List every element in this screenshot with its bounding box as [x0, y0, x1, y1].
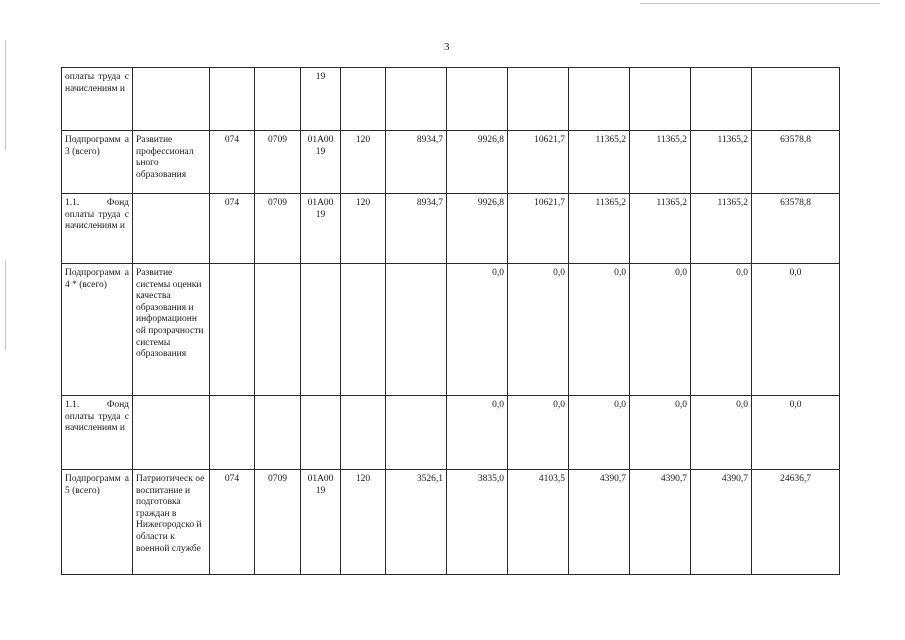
year-value-cell [508, 68, 569, 131]
year-value-cell: 11365,2 [569, 131, 630, 194]
row-name-cell [62, 264, 133, 396]
grbs-code-cell: 074 [210, 194, 255, 264]
year-value-cell: 0,0 [569, 396, 630, 470]
year-value-cell: 11365,2 [630, 131, 691, 194]
target-article-cell [301, 396, 341, 470]
year-value-cell [569, 68, 630, 131]
total-value-cell: 0,0 [752, 396, 840, 470]
row-name-cell-text: Подпрограмм а 3 (всего) [65, 135, 129, 157]
total-value-cell: 24636,7 [752, 470, 840, 575]
row-name-cell-text: оплаты труда с начислениям и [65, 72, 129, 94]
year-value-cell: 11365,2 [691, 194, 752, 264]
budget-table [61, 67, 840, 575]
row-description-cell [133, 68, 210, 131]
expense-type-cell: 120 [341, 470, 386, 575]
expense-type-cell: 120 [341, 194, 386, 264]
grbs-code-cell [210, 68, 255, 131]
year-value-cell [630, 68, 691, 131]
row-name-cell-text: Подпрограмм а 5 (всего) [65, 474, 129, 496]
row-name-cell [62, 131, 133, 194]
expense-type-cell [341, 396, 386, 470]
table-row [62, 396, 840, 470]
target-article-cell: 01А00 19 [301, 470, 341, 575]
target-article-cell: 19 [301, 68, 341, 131]
row-description-cell: Развитие профессионал ьного образования [133, 131, 210, 194]
table-row [62, 68, 840, 131]
total-value-cell: 0,0 [752, 264, 840, 396]
page-number: 3 [444, 41, 450, 53]
year-value-cell: 0,0 [508, 264, 569, 396]
year-value-cell: 10621,7 [508, 131, 569, 194]
expense-type-cell [341, 264, 386, 396]
grbs-code-cell [210, 396, 255, 470]
year-value-cell: 4103,5 [508, 470, 569, 575]
table-row [62, 194, 840, 264]
row-description-cell: Патриотическ ое воспитание и подготовка граждан в Нижегородско й области к военной службе [133, 470, 210, 575]
scan-edge-mark [5, 40, 6, 150]
year-value-cell: 0,0 [447, 264, 508, 396]
section-code-cell [255, 264, 301, 396]
year-value-cell: 11365,2 [630, 194, 691, 264]
row-name-cell [62, 470, 133, 575]
year-value-cell [691, 68, 752, 131]
section-code-cell [255, 396, 301, 470]
year-value-cell [447, 68, 508, 131]
table-row [62, 470, 840, 575]
scan-edge-mark [640, 3, 880, 4]
row-name-cell [62, 194, 133, 264]
year-value-cell: 9926,8 [447, 194, 508, 264]
total-value-cell: 63578,8 [752, 131, 840, 194]
year-value-cell: 0,0 [630, 396, 691, 470]
expense-type-cell [341, 68, 386, 131]
total-value-cell [752, 68, 840, 131]
year-value-cell: 11365,2 [691, 131, 752, 194]
row-name-cell-text: Подпрограмм а 4 * (всего) [65, 268, 129, 290]
year-value-cell: 0,0 [508, 396, 569, 470]
target-article-cell: 01А00 19 [301, 194, 341, 264]
section-code-cell: 0709 [255, 470, 301, 575]
table-row [62, 264, 840, 396]
year-value-cell: 4390,7 [630, 470, 691, 575]
total-value-cell: 63578,8 [752, 194, 840, 264]
row-description-cell [133, 194, 210, 264]
row-name-cell-text: 1.1. Фонд оплаты труда с начислениям и [65, 400, 129, 434]
row-name-cell [62, 396, 133, 470]
grbs-code-cell: 074 [210, 131, 255, 194]
year-value-cell: 9926,8 [447, 131, 508, 194]
year-value-cell: 8934,7 [386, 194, 447, 264]
year-value-cell: 0,0 [569, 264, 630, 396]
row-description-cell: Развитие системы оценки качества образования и информационн ой прозрачности системы образования [133, 264, 210, 396]
year-value-cell: 4390,7 [691, 470, 752, 575]
year-value-cell: 3526,1 [386, 470, 447, 575]
year-value-cell: 4390,7 [569, 470, 630, 575]
year-value-cell [386, 68, 447, 131]
year-value-cell: 3835,0 [447, 470, 508, 575]
year-value-cell: 0,0 [691, 264, 752, 396]
year-value-cell: 0,0 [447, 396, 508, 470]
year-value-cell: 10621,7 [508, 194, 569, 264]
year-value-cell: 8934,7 [386, 131, 447, 194]
section-code-cell: 0709 [255, 194, 301, 264]
section-code-cell [255, 68, 301, 131]
year-value-cell: 0,0 [691, 396, 752, 470]
year-value-cell [386, 396, 447, 470]
row-name-cell [62, 68, 133, 131]
expense-type-cell: 120 [341, 131, 386, 194]
section-code-cell: 0709 [255, 131, 301, 194]
row-description-cell [133, 396, 210, 470]
year-value-cell [386, 264, 447, 396]
grbs-code-cell [210, 264, 255, 396]
table-row [62, 131, 840, 194]
grbs-code-cell: 074 [210, 470, 255, 575]
row-name-cell-text: 1.1. Фонд оплаты труда с начислениям и [65, 198, 129, 232]
target-article-cell [301, 264, 341, 396]
scan-edge-mark [5, 260, 6, 350]
target-article-cell: 01А00 19 [301, 131, 341, 194]
year-value-cell: 0,0 [630, 264, 691, 396]
year-value-cell: 11365,2 [569, 194, 630, 264]
